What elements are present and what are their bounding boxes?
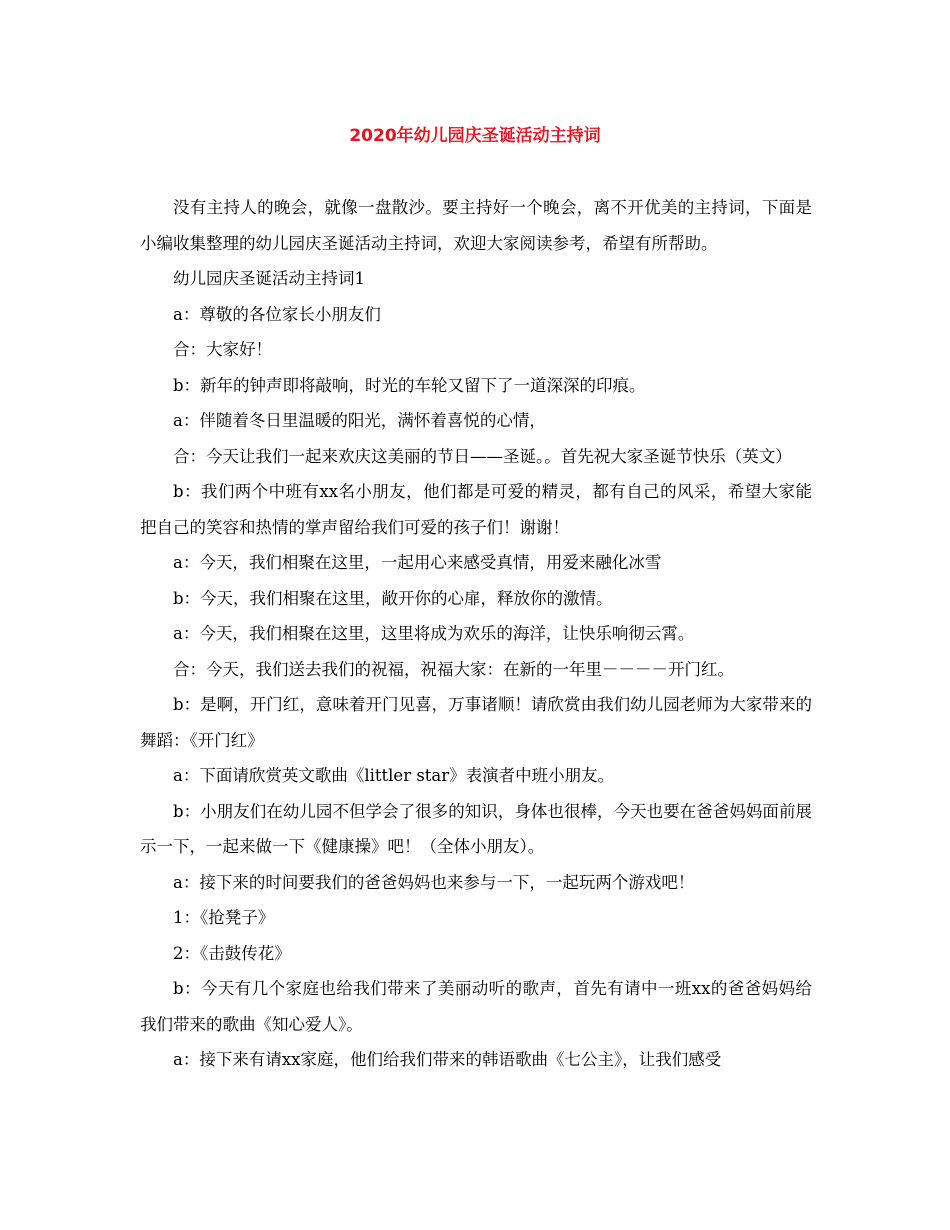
paragraph: a：今天，我们相聚在这里，这里将成为欢乐的海洋，让快乐响彻云霄。 [173, 624, 695, 643]
paragraph: b：今天有几个家庭也给我们带来了美丽动听的歌声，首先有请中一班xx的爸爸妈妈给我们带来的歌曲《知心爱人》。 [140, 979, 812, 1034]
paragraph: b：今天，我们相聚在这里，敞开你的心扉，释放你的激情。 [173, 588, 613, 608]
paragraph: 没有主持人的晚会，就像一盘散沙。要主持好一个晚会，离不开优美的主持词，下面是小编收集整理的幼儿园庆圣诞活动主持词，欢迎大家阅读参考，希望有所帮助。 [140, 198, 812, 253]
paragraph: a：下面请欣赏英文歌曲《littler star》表演者中班小朋友。 [173, 766, 615, 785]
paragraph: 合：今天，我们送去我们的祝福，祝福大家：在新的一年里－－－－开门红。 [173, 659, 734, 679]
document-body [140, 190, 812, 1078]
paragraph: a：接下来的时间要我们的爸爸妈妈也来参与一下，一起玩两个游戏吧！ [173, 872, 695, 892]
paragraph: a：伴随着冬日里温暖的阳光，满怀着喜悦的心情， [173, 411, 546, 430]
paragraph: 合：今天让我们一起来欢庆这美丽的节日——圣诞。。首先祝大家圣诞节快乐（英文） [173, 446, 792, 466]
paragraph: 2：《击鼓传花》 [173, 943, 291, 963]
paragraph: b：新年的钟声即将敲响，时光的车轮又留下了一道深深的印痕。 [173, 375, 646, 395]
paragraph: 1：《抢凳子》 [173, 908, 275, 927]
paragraph: 幼儿园庆圣诞活动主持词1 [173, 269, 365, 288]
paragraph: 合：大家好！ [173, 340, 272, 359]
paragraph: b：小朋友们在幼儿园不但学会了很多的知识，身体也很棒，今天也要在爸爸妈妈面前展示一下，一起来做一下《健康操》吧！（全体小朋友）。 [140, 801, 812, 856]
paragraph: b：是啊，开门红，意味着开门见喜，万事诸顺！请欣赏由我们幼儿园老师为大家带来的舞蹈：《开门红》 [140, 695, 812, 750]
paragraph: a：今天，我们相聚在这里，一起用心来感受真情，用爱来融化冰雪 [173, 553, 662, 572]
paragraph: a：接下来有请xx家庭，他们给我们带来的韩语歌曲《七公主》，让我们感受 [173, 1050, 722, 1069]
document-title: 2020年幼儿园庆圣诞活动主持词 [349, 126, 601, 146]
paragraph: a：尊敬的各位家长小朋友们 [173, 304, 381, 324]
paragraph: b：我们两个中班有xx名小朋友，他们都是可爱的精灵，都有自己的风采，希望大家能把自己的笑容和热情的掌声留给我们可爱的孩子们！谢谢！ [140, 482, 812, 537]
